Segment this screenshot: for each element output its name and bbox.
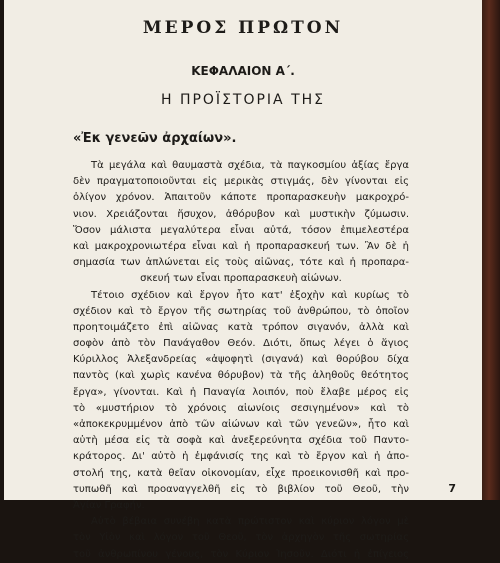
text-line: σκευή των εἶναι προπαρασκευὴ αἰώνων. [140,273,342,285]
text-line: κράτορος. Δι' αὐτὸ ἡ ἐμφάνισίς της καὶ τὸ ἔργον καὶ ἡ ἀπο- [73,451,409,463]
chapter-heading: ΚΕΦΑΛΑΙΟΝ Α΄. [191,64,295,78]
text-line: Κύριλλος Ἀλεξανδρείας «ἀψοφητὶ (σιγανά) καὶ θορύβου δίχα [73,354,409,366]
book-page [4,0,482,560]
chapter-title: Η ΠΡΟΪΣΤΟΡΙΑ ΤΗΣ [160,92,326,108]
text-line: Ἁγίαν Γραφήν. [73,499,145,511]
text-line: στολή της, κατὰ θεῖαν οἰκονομίαν, εἶχε προεικονισθῆ καὶ προ- [73,467,409,479]
text-line: δὲν πραγματοποιοῦνται εἰς μερικὰς στιγμάς, δὲν γίνονται εἰς [73,176,409,188]
book-spine-edge [482,0,500,500]
text-line: «ἀποκεκρυμμένον ἀπὸ τῶν αἰώνων καὶ τῶν γενεῶν», ἦτο καὶ [73,419,409,430]
text-line: καὶ μακροχρονιωτέρα εἶναι καὶ ἡ προπαρασκευή των. Ἂν δὲ ἡ [73,240,409,252]
page-number: 7 [448,482,456,495]
text-line: αὐτὴ μέσα εἰς τὰ σοφὰ καὶ ἀνεξερεύνητα σχέδια τοῦ Παντο- [73,435,409,447]
text-line: Αὐτὸ βέβαια συνέβη κατὰ πρώτιστον καὶ κύριον λόγον μὲ [91,516,409,528]
text-line: Ὅσον μάλιστα μεγαλύτερα εἶναι αὐτά, τόσον ἐπιμελεστέρα [73,224,409,236]
text-line: προητοιμάζετο ἐπὶ αἰῶνας κατὰ τρόπον σιγανόν, ἀλλὰ καὶ [73,321,409,333]
text-line: τοῦ ἀνθρωπίνου γένους, τὸν Κύριον Ἰησοῦν. Διότι ἡ ἐπίγειος [73,548,409,560]
text-line: σημασία των ἁπλώνεται εἰς τοὺς αἰῶνας, τότε καὶ ἡ προπαρα- [73,257,409,269]
part-heading: ΜΕΡΟΣ ΠΡΩΤΟΝ [142,18,344,38]
body-text [73,158,409,563]
text-line: σχέδιον καὶ τὸ ἔργον τῆς σωτηρίας τοῦ ἀνθρώπου, τὸ ὁποῖον [73,305,409,317]
text-line: σοφὸν ἀπὸ τὸν Πανάγαθον Θεόν. Διότι, ὅπως λέγει ὁ ἅγιος [73,338,409,350]
text-line: ὀλίγον χρόνον. Ἀπαιτοῦν κάποτε προπαρασκευὴν μακροχρό- [73,192,409,204]
text-line: τὸ «μυστήριον τὸ χρόνοις αἰωνίοις σεσιγημένον» καὶ τὸ [73,402,409,414]
text-line: νιον. Χρειάζονται ἥσυχον, ἀθόρυβον καὶ μυστικὴν ζύμωσιν. [73,208,409,220]
text-line: Τὰ μεγάλα καὶ θαυμαστὰ σχέδια, τὰ παγκοσμίου ἀξίας ἔργα [91,160,409,171]
text-line: τὸν Υἱὸν καὶ λόγον τοῦ Θεοῦ, τὸν ἀρχηγὸν τῆς σωτηρίας [73,532,409,544]
text-line: παντὸς (καὶ χωρὶς κανένα θόρυβον) τὰ τῆς ἀληθοῦς θεότητος [73,370,409,382]
section-subheading: «Ἐκ γενεῶν ἀρχαίων». [73,131,237,146]
text-line: ἔργα», γίνονται. Καὶ ἡ Παναγία λοιπόν, ποὺ ἔλαβε μέρος εἰς [73,386,409,398]
text-line: Τέτοιο σχέδιον καὶ ἔργον ἦτο κατ' ἐξοχὴν καὶ κυρίως τὸ [91,289,409,301]
text-line: τυπωθῆ καὶ προαναγγελθῆ εἰς τὸ βιβλίον τοῦ Θεοῦ, τὴν [73,483,409,495]
